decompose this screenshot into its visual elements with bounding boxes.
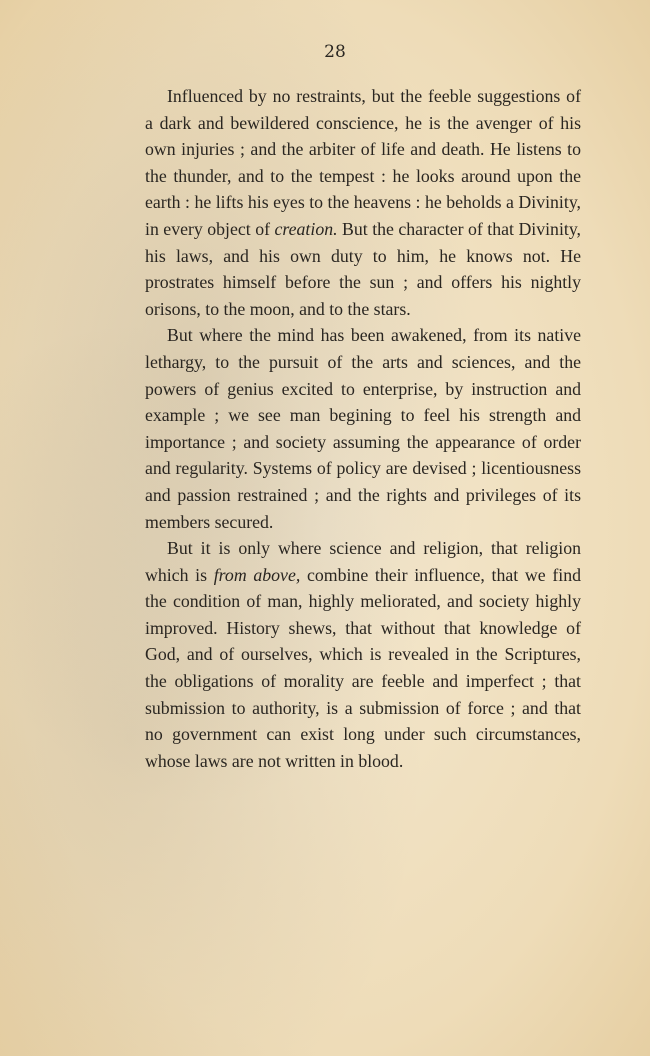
paragraph-3: [145, 535, 581, 774]
paragraph-1-italic-creation: creation.: [274, 218, 338, 239]
paragraph-1-text-b: But the character of that Divinity, his laws, and his own duty to him, he knows not. He prostrates himself before the sun ; and offers his nightly orisons, to the moon, and to the stars.: [145, 218, 582, 319]
page-number: 28: [324, 42, 346, 62]
paragraph-2: [145, 322, 581, 535]
paragraph-1: [145, 83, 581, 322]
paragraph-2-text: But where the mind has been awakened, from its native lethargy, to the pursuit of the arts and sciences, and the powers of genius excited to enterprise, by instruction and example ; we see man begining to feel his strength and importance ; and society assuming the appearance of order and regularity. Systems of policy are devised ; licentiousness and passion restrained ; and the rights and privileges of its members secured.: [145, 325, 581, 532]
paragraph-1-text-a: Influenced by no restraints, but the feeble suggestions of a dark and bewildered conscience, he is the avenger of his own injuries ; and the arbiter of life and death. He listens to the thunder, and to the tempest : he looks around upon the earth : he lifts his eyes to the heavens : he beholds a Divinity, in every object of: [145, 86, 581, 239]
paragraph-3-text-b: combine their influence, that we find the condition of man, highly meliorated, and society highly improved. History shews, that without that knowledge of God, and of ourselves, which is revealed in the Scriptures, the obligations of morality are feeble and imperfect ; that submission to authority, is a submission of force ; and that no government can exist long under such circumstances, whose laws are not written in blood.: [145, 564, 581, 771]
paragraph-3-text-a: But it is only where science and religion, that religion which is: [145, 538, 581, 585]
paragraph-3-italic-from-above: from above,: [213, 564, 301, 585]
body-text: [145, 83, 581, 774]
